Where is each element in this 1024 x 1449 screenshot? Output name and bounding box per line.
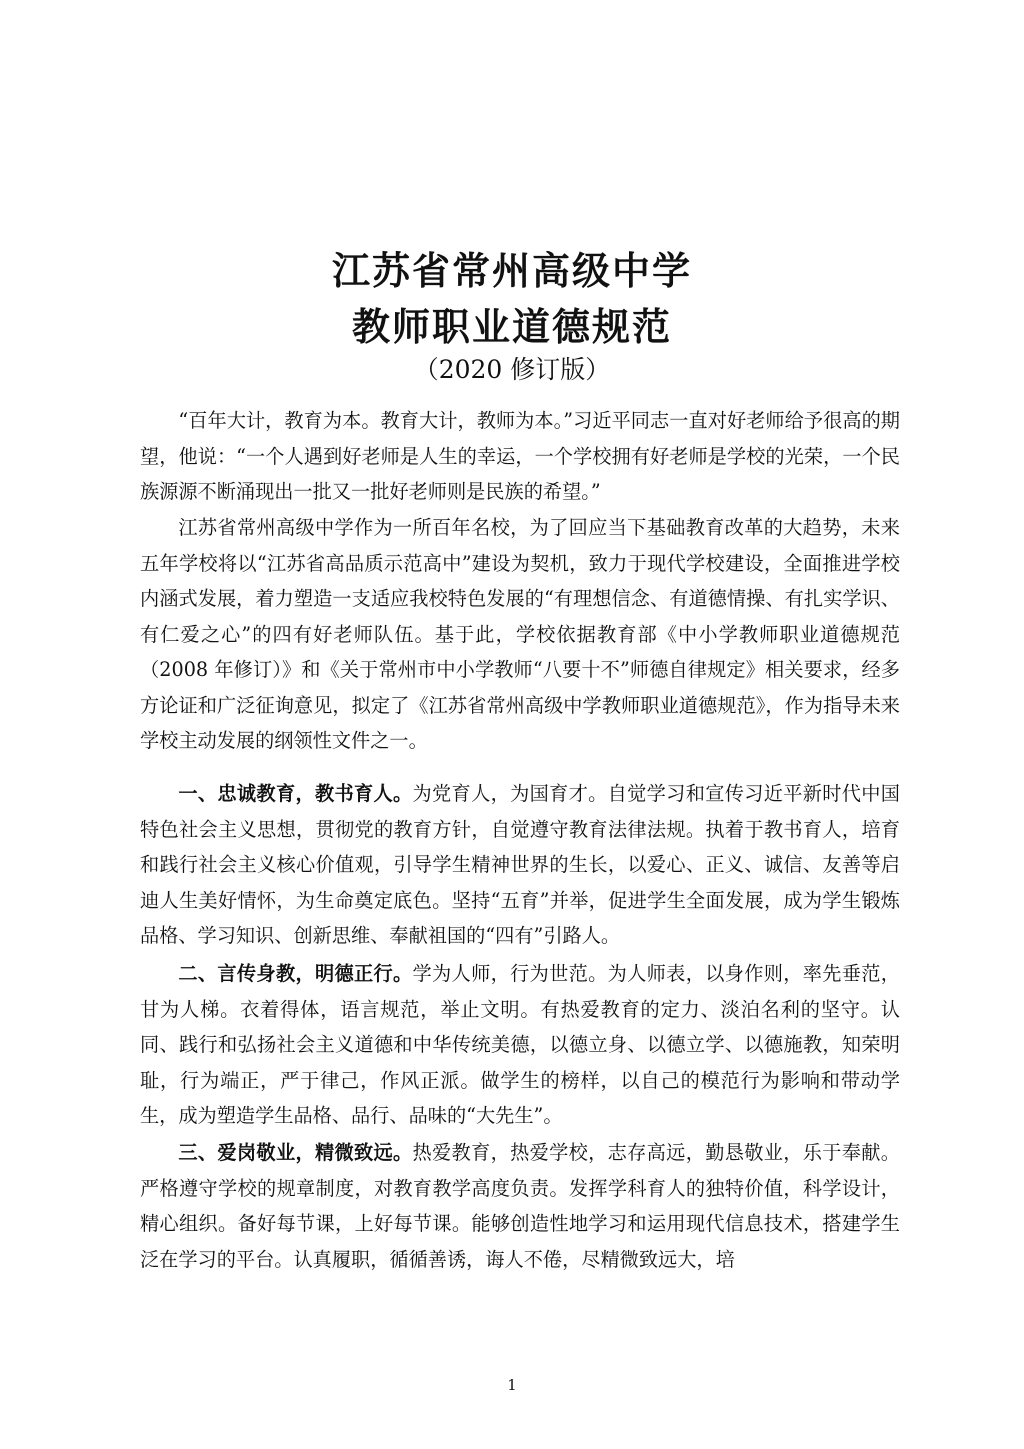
- section-2-text: 学为人师，行为世范。为人师表，以身作则，率先垂范，甘为人梯。衣着得体，语言规范，举止文明。有热爱教育的定力、淡泊名利的坚守。认同、践行和弘扬社会主义道德和中华传统美德，以德立身、以德立学、以德施教，知荣明耻，行为端正，严于律己，作风正派。做学生的榜样，以自己的模范行为影响和带动学生，成为塑造学生品格、品行、品味的“大先生”。: [140, 962, 900, 1127]
- section-2: [140, 956, 900, 1134]
- document-title-line1: 江苏省常州高级中学: [331, 249, 692, 293]
- document-title-line2: 教师职业道德规范: [351, 305, 672, 349]
- section-1-heading: 一、忠诚教育，教书育人。: [178, 782, 413, 805]
- page-number: 1: [507, 1376, 517, 1394]
- intro-paragraph-1: “百年大计，教育为本。教育大计，教师为本。”习近平同志一直对好老师给予很高的期望，他说：“一个人遇到好老师是人生的幸运，一个学校拥有好老师是学校的光荣，一个民族源源不断涌现出一批又一批好老师则是民族的希望。”: [140, 409, 900, 503]
- section-3: [140, 1135, 900, 1277]
- intro-paragraph-2: 江苏省常州高级中学作为一所百年名校，为了回应当下基础教育改革的大趋势，未来五年学校将以“江苏省高品质示范高中”建设为契机，致力于现代学校建设，全面推进学校内涵式发展，着力塑造一支适应我校特色发展的“有理想信念、有道德情操、有扎实学识、有仁爱之心”的四有好老师队伍。基于此，学校依据教育部《中小学教师职业道德规范 （2008 年修订）》和《关于常州市中小学教师“八要十不”师德自律规定》相关要求，经多方论证和广泛征询意见，拟定了《江苏省常州高级中学教师职业道德规范》，作为指导未来学校主动发展的纲领性文件之一。: [140, 516, 900, 752]
- section-1-text: 为党育人，为国育才。自觉学习和宣传习近平新时代中国特色社会主义思想，贯彻党的教育方针，自觉遵守教育法律法规。执着于教书育人，培育和践行社会主义核心价值观，引导学生精神世界的生长，以爱心、正义、诚信、友善等启迪人生美好情怀，为生命奠定底色。坚持“五育”并举，促进学生全面发展，成为学生锻炼品格、学习知识、创新思维、奉献祖国的“四有”引路人。: [140, 782, 900, 947]
- section-3-heading: 三、爱岗敬业，精微致远。: [178, 1141, 413, 1164]
- document-subtitle: （2020 修订版）: [413, 355, 611, 384]
- section-3-text: 热爱教育，热爱学校，志存高远，勤恳敬业，乐于奉献。严格遵守学校的规章制度，对教育教学高度负责。发挥学科育人的独特价值，科学设计，精心组织。备好每节课，上好每节课。能够创造性地学习和运用现代信息技术，搭建学生泛在学习的平台。认真履职，循循善诱，诲人不倦，尽精微致远大，培: [140, 1141, 900, 1271]
- section-1: [140, 776, 900, 954]
- section-2-heading: 二、言传身教，明德正行。: [178, 962, 413, 985]
